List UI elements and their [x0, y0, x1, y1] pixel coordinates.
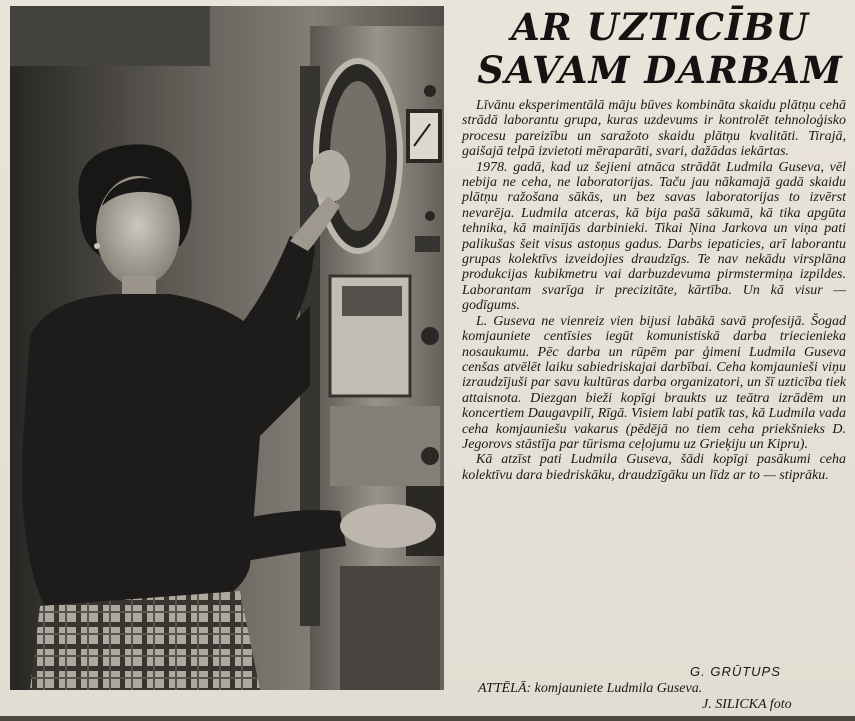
article-paragraph: Līvānu eksperimentālā māju būves kombināta skaidu plātņu cehā strādā laborantu grupa, kuras uzdevums ir kontrolēt tehnoloģisko procesu pareizību un saražoto skaidu plātņu kvalitāti. Tirajā, gaišajā telpā izvietoti mēraparāti, svari, dažādas iekārtas. [462, 98, 846, 160]
photo-credit: J. SILICKA foto [702, 697, 792, 712]
bottom-rule [0, 716, 855, 721]
article-paragraph: 1978. gadā, kad uz šejieni atnāca strādāt Ludmila Guseva, vēl nebija ne ceha, ne laboratorijas. Taču jau nākamajā gadā skaidu plātņu ražošana sākās, un bez savas laboratorijas to izvērst nevarēja. Ludmila atceras, kā bija pašā sākumā, kā tika apgūta tehnika, kā mainījās darbinieki. Tikai Ņina Jarkova un viņa pati palikušas šeit visus astoņus gadus. Darbs iepaticies, arī laborantu grupas kolektīvs izveidojies draudzīgs. Te nav nekādu virsplāna produkcijas kubikmetru vai darbuzdevuma pirmstermiņa izpildes. Laborantam svarīga ir precizitāte, kārtība. Un kā visur — godīgums. [462, 159, 846, 314]
article-body [462, 98, 846, 483]
article-paragraph: Kā atzīst pati Ludmila Guseva, šādi kopīgi pasākumi ceha kolektīvu dara biedriskāku, draudzīgāku un līdz ar to — stiprāku. [462, 452, 846, 483]
photo-caption: ATTĒLĀ: komjauniete Ludmila Guseva. [478, 681, 703, 696]
author-signature: G. GRŪTUPS [690, 664, 781, 679]
headline-line-1: AR UZTICĪBU [511, 5, 809, 49]
headline [470, 6, 850, 92]
headline-line-2: SAVAM DARBAM [477, 48, 843, 92]
article-paragraph: L. Guseva ne vienreiz vien bijusi labākā savā profesijā. Šogad komjauniete centīsies iegūt komunistiskā darba triecienieka nosaukumu. Pēc darba un rūpēm par ģimeni Ludmila Guseva cenšas atvēlēt laiku sabiedriskajai darbībai. Ceha komjaunieši viņu izraudzījuši par savu kultūras darba organizatori, un šī uzticība tiek attaisnota. Diezgan bieži kopīgi braukts uz teātra izrādēm un koncertiem Daugavpilī, Rīgā. Visiem labi patīk tas, kā Ludmila vada ceha komjauniešu vakarus (pēdējā no tiem ceha priekšnieks D. Jegorovs stāstīja par tūrisma ceļojumu uz Grieķiju un Kipru). [462, 313, 846, 452]
photo-laboratory-worker [10, 6, 444, 690]
